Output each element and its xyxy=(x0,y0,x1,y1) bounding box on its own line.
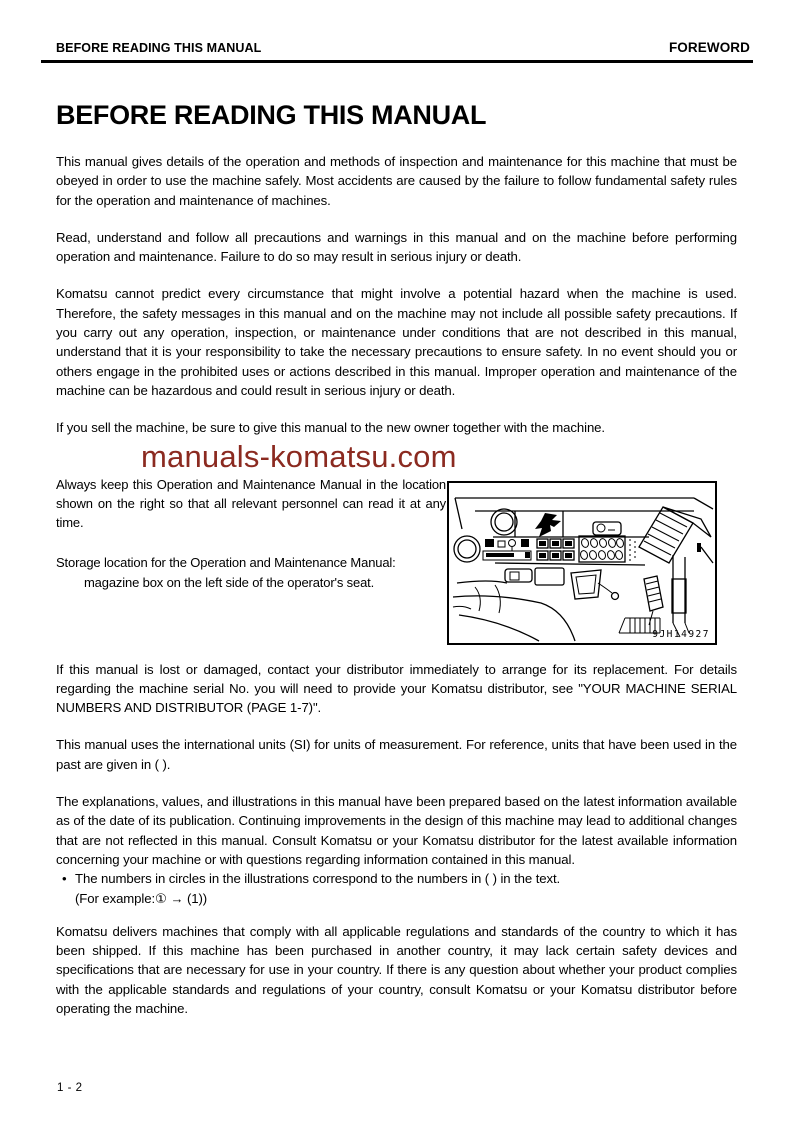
paragraph-compliance: Komatsu delivers machines that comply with all applicable regulations and standards of the country to which it has been shipped. If this machine has been purchased in another country, it may lack certain safety devices and specifications that are necessary for use in your country. If there is any question about whether your product complies with the applicable standards and regulations of your country, consult Komatsu or your Komatsu distributor before operating the machine. xyxy=(56,923,737,1017)
storage-location-block xyxy=(56,553,446,592)
page-title: BEFORE READING THIS MANUAL xyxy=(56,100,487,130)
paragraph-explanations: The explanations, values, and illustrations in this manual have been prepared based on the latest information available as of the date of its publication. Continuing improvements in the design of this machine may lead to additional changes that are not reflected in this manual. Consult Komatsu or your Komatsu distributor for the latest available information concerning your machine or with questions regarding information contained in this manual. xyxy=(56,794,737,867)
body-text-lower xyxy=(56,660,737,1019)
paragraph-si-units: This manual uses the international units (SI) for units of measurement. For reference, units that have been used in the past are given in ( ). xyxy=(56,737,737,772)
manual-location-section xyxy=(56,475,737,645)
bullet-icon: • xyxy=(62,871,67,887)
running-header-right: FOREWORD xyxy=(668,40,750,55)
page-number: 1 - 2 xyxy=(57,1082,83,1094)
watermark-text: manuals-komatsu.com xyxy=(141,438,457,474)
paragraph-intro: This manual gives details of the operation and methods of inspection and maintenance for this machine that must be obeyed in order to use the machine safely. Most accidents are caused by the failure to follow fundamental safety rules for the operation and maintenance of machines. xyxy=(56,154,737,208)
cab-line-drawing-icon xyxy=(449,483,715,643)
manual-location-text-column xyxy=(56,475,446,593)
paragraph-komatsu-cannot-predict: Komatsu cannot predict every circumstance that might involve a potential hazard when the machine is used. Therefore, the safety messages in this manual and on the machine may not include all possible safety precautions. If you carry out any operation, inspection, or maintenance under conditions that are not described in this manual, understand that it is your responsibility to take the necessary precautions to ensure safety. In no event should you or others engage in the prohibited uses or actions described in this manual. Improper operation and maintenance of the machine can be hazardous and could result in serious injury or death. xyxy=(56,286,737,398)
figure-caption: 9JH14927 xyxy=(652,628,710,640)
paragraph-read-understand: Read, understand and follow all precautions and warnings in this manual and on the machine before performing operation and maintenance. Failure to do so may result in serious injury or death. xyxy=(56,229,737,265)
paragraph-if-you-sell: If you sell the machine, be sure to give this manual to the new owner together with the machine. xyxy=(56,420,605,436)
bullet-text: The numbers in circles in the illustrations correspond to the numbers in ( ) in the text. xyxy=(75,871,561,887)
running-header xyxy=(41,40,753,63)
body-text xyxy=(56,152,737,438)
storage-location-heading: Storage location for the Operation and Maintenance Manual: xyxy=(56,555,396,571)
storage-location-value: magazine box on the left side of the operator's seat. xyxy=(84,574,375,590)
circled-numbers-note xyxy=(56,869,737,908)
paragraph-lost-or-damaged: If this manual is lost or damaged, contact your distributor immediately to arrange for its replacement. For details regarding the machine serial No. you will need to provide your Komatsu distributor, see "YOUR MACHINE SERIAL NUMBERS AND DISTRIBUTOR (PAGE 1-7)". xyxy=(56,661,737,716)
running-header-left: BEFORE READING THIS MANUAL xyxy=(56,41,262,55)
paragraph-always-keep: Always keep this Operation and Maintenance Manual in the location shown on the right so that all relevant personnel can read it at any time. xyxy=(56,476,446,531)
bullet-example: (For example:① → (1)) xyxy=(75,890,208,906)
cab-illustration-figure xyxy=(447,481,717,645)
